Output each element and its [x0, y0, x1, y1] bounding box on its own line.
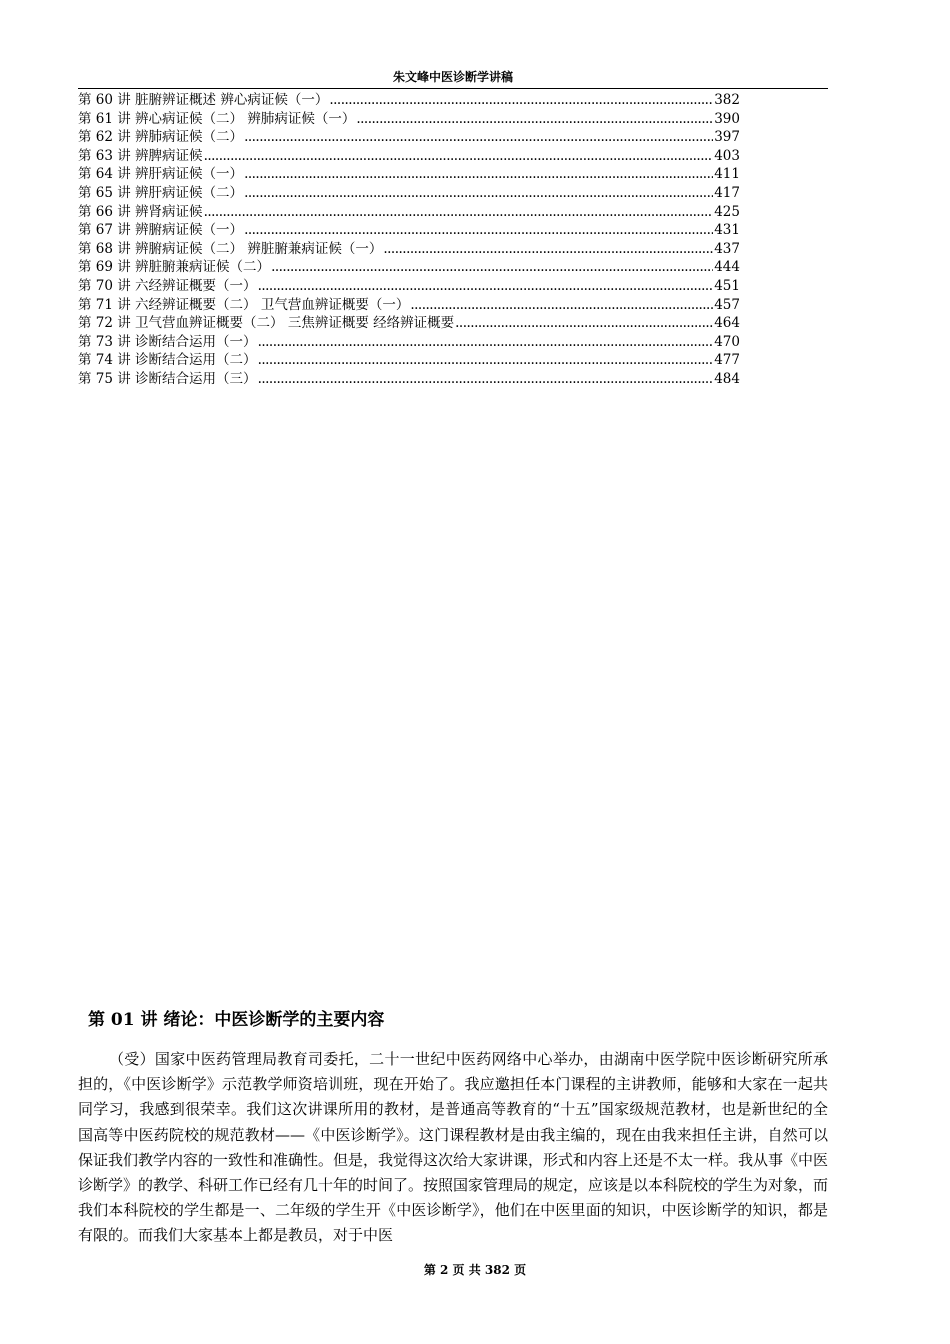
toc-entry-label: 第 70 讲 六经辨证概要（一） — [78, 277, 257, 294]
toc-entry-label: 第 63 讲 辨脾病证候 — [78, 147, 203, 164]
toc-leader-dots — [244, 184, 713, 203]
toc-entry-page: 431 — [714, 222, 740, 239]
running-header-title: 朱文峰中医诊断学讲稿 — [392, 70, 513, 84]
toc-entry[interactable] — [78, 110, 740, 129]
toc-entry-page: 477 — [714, 352, 740, 369]
toc-entry[interactable] — [78, 165, 740, 184]
toc-entry-label: 第 68 讲 辨腑病证候（二） 辨脏腑兼病证候（一） — [78, 240, 383, 257]
toc-leader-dots — [329, 91, 713, 110]
toc-entry[interactable] — [78, 147, 740, 166]
toc-entry[interactable] — [78, 240, 740, 259]
toc-entry-label: 第 71 讲 六经辨证概要（二） 卫气营血辨证概要（一） — [78, 296, 410, 313]
toc-entry[interactable] — [78, 128, 740, 147]
running-header — [78, 68, 828, 89]
toc-entry-page: 397 — [714, 129, 740, 146]
toc-leader-dots — [455, 314, 713, 333]
toc-leader-dots — [410, 296, 713, 315]
toc-leader-dots — [258, 351, 714, 370]
toc-entry[interactable] — [78, 258, 740, 277]
toc-entry[interactable] — [78, 296, 740, 315]
section-heading: 第 01 讲 绪论：中医诊断学的主要内容 — [88, 1010, 385, 1030]
toc-entry-label: 第 75 讲 诊断结合运用（三） — [78, 370, 257, 387]
toc-leader-dots — [258, 370, 714, 389]
toc-entry-page: 403 — [714, 147, 740, 164]
toc-entry[interactable] — [78, 277, 740, 296]
toc-leader-dots — [271, 258, 713, 277]
toc-leader-dots — [204, 147, 714, 166]
toc-entry-page: 484 — [714, 370, 740, 387]
toc-entry-label: 第 60 讲 脏腑辨证概述 辨心病证候（一） — [78, 92, 329, 108]
toc-entry-page: 457 — [714, 296, 740, 313]
toc-entry-label: 第 66 讲 辨肾病证候 — [78, 203, 203, 220]
toc-entry-label: 第 73 讲 诊断结合运用（一） — [78, 333, 257, 350]
toc-leader-dots — [383, 240, 713, 259]
toc-entry-page: 417 — [714, 184, 740, 201]
toc-entry[interactable] — [78, 221, 740, 240]
toc-entry-label: 第 67 讲 辨腑病证候（一） — [78, 222, 244, 239]
toc-entry[interactable] — [78, 314, 740, 333]
toc-entry-label: 第 69 讲 辨脏腑兼病证候（二） — [78, 259, 271, 276]
toc-entry-page: 425 — [714, 203, 740, 220]
page-footer — [0, 1262, 950, 1278]
toc-entry[interactable] — [78, 91, 740, 110]
page-number: 第 2 页 共 382 页 — [423, 1263, 527, 1277]
toc-leader-dots — [258, 277, 714, 296]
toc-entry-page: 451 — [714, 277, 740, 294]
toc-entry[interactable] — [78, 370, 740, 389]
toc-leader-dots — [244, 128, 713, 147]
toc-entry[interactable] — [78, 333, 740, 352]
body-paragraph: （受）国家中医药管理局教育司委托，二十一世纪中医药网络中心举办，由湖南中医学院中医诊断研究所承担的，《中医诊断学》示范教学师资培训班，现在开始了。我应邀担任本门课程的主讲教师，能够和大家在一起共同学习，我感到很荣幸。我们这次讲课所用的教材，是普通高等教育的“十五”国家级规范教材，也是新世纪的全国高等中医药院校的规范教材——《中医诊断学》。这门课程教材是由我主编的，现在由我来担任主讲，自然可以保证我们教学内容的一致性和准确性。但是，我觉得这次给大家讲课，形式和内容上还是不太一样。我从事《中医诊断学》的教学、科研工作已经有几十年的时间了。按照国家管理局的规定，应该是以本科院校的学生为对象，而我们本科院校的学生都是一、二年级的学生开《中医诊断学》，他们在中医里面的知识，中医诊断学的知识，都是有限的。而我们大家基本上都是教员，对于中医 — [78, 1050, 829, 1245]
toc-entry-label: 第 74 讲 诊断结合运用（二） — [78, 352, 257, 369]
toc-entry-label: 第 62 讲 辨肺病证候（二） — [78, 129, 244, 146]
toc-leader-dots — [258, 333, 714, 352]
toc-entry-page: 437 — [714, 240, 740, 257]
toc-entry-label: 第 65 讲 辨肝病证候（二） — [78, 184, 244, 201]
toc-entry-label: 第 64 讲 辨肝病证候（一） — [78, 166, 244, 183]
toc-entry[interactable] — [78, 184, 740, 203]
toc-entry-label: 第 72 讲 卫气营血辨证概要（二） 三焦辨证概要 经络辨证概要 — [78, 315, 455, 332]
toc-entry-page: 470 — [714, 333, 740, 350]
toc-leader-dots — [244, 221, 713, 240]
toc-leader-dots — [244, 165, 713, 184]
toc-entry-page: 390 — [714, 110, 740, 127]
toc-entry-page: 411 — [714, 166, 740, 183]
table-of-contents — [78, 91, 740, 389]
toc-leader-dots — [356, 110, 713, 129]
toc-leader-dots — [204, 203, 714, 222]
toc-entry[interactable] — [78, 203, 740, 222]
toc-entry-page: 464 — [714, 315, 740, 332]
toc-entry-page: 444 — [714, 259, 740, 276]
toc-entry-label: 第 61 讲 辨心病证候（二） 辨肺病证候（一） — [78, 110, 356, 127]
toc-entry-page: 382 — [714, 92, 740, 108]
toc-entry[interactable] — [78, 351, 740, 370]
